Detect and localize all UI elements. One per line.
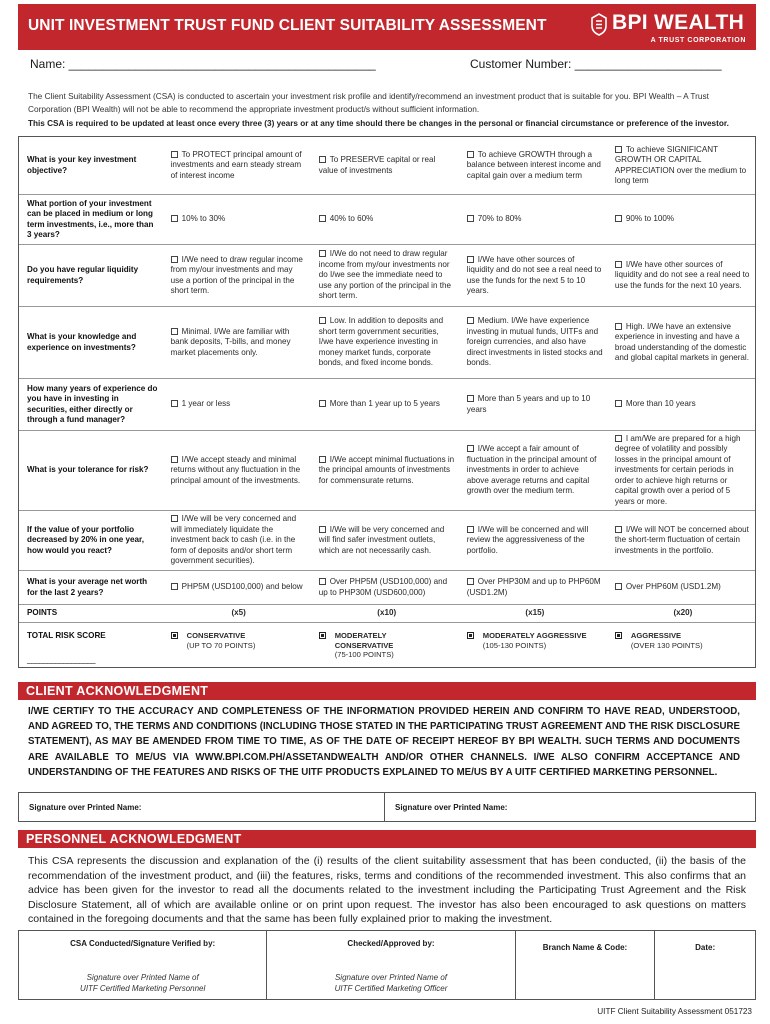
name-field[interactable]: Name: ______________________________________________	[30, 57, 376, 71]
checkbox[interactable]	[319, 526, 326, 533]
checkbox[interactable]	[171, 256, 178, 263]
question-label: If the value of your portfolio decreased by 20% in one year, how would you react?	[27, 524, 144, 555]
checkbox[interactable]	[319, 156, 326, 163]
csa-conducted-cell[interactable]: CSA Conducted/Signature Verified by: Signature over Printed Name of UITF Certified Marketing Personnel	[19, 931, 267, 999]
checkbox[interactable]	[171, 400, 178, 407]
option-cell[interactable]: I am/We are prepared for a high degree of volatility and possibly losses in the principal amount of investments for certain periods in order to achieve high returns or capital growth over a period of 5 years or more.	[614, 434, 741, 506]
bpi-wealth-logo	[580, 8, 750, 46]
option-cell[interactable]: To achieve GROWTH through a balance between interest income and capital gain over a medium term	[466, 149, 601, 180]
question-label: What is your average net worth for the last 2 years?	[27, 577, 148, 597]
checkbox[interactable]	[319, 632, 326, 639]
bpi-emblem-icon	[590, 12, 608, 36]
question-label: What portion of your investment can be placed in medium or long term investments, i.e., more than 3 years?	[27, 198, 154, 239]
question-row	[19, 379, 755, 431]
checkbox[interactable]	[467, 526, 474, 533]
personnel-ack-text: This CSA represents the discussion and explanation of the (i) results of the client suitability assessment that has been conducted, (ii) the basis of the recommendation of the investment product, and (iii) the features, risks, terms and conditions of the recommended investment. This also confirms that an advice has been given for the investor to read all the documents related to the investment including the Participating Trust Agreement and the Risk Disclosure Statement, all of which are available online or on print upon request. The investor has also been encouraged to ask questions on matters contained in the foregoing documents and that the same has been fully explained prior to making the investment.	[28, 855, 746, 926]
client-signature-box	[18, 792, 756, 822]
checkbox[interactable]	[319, 317, 326, 324]
option-cell[interactable]: I/We will be very concerned and will immediately liquidate the investment back to cash (i.e. in the form of deposits and/or short term government securities).	[170, 514, 297, 566]
checkbox[interactable]	[171, 456, 178, 463]
assessment-table	[18, 136, 756, 668]
option-cell[interactable]: I/We do not need to draw regular income from my/our investments nor do I/we see the immediate need to use any portion of the principal in the short term.	[318, 249, 451, 301]
signature-field[interactable]: Signature over Printed Name:	[395, 803, 508, 812]
client-ack-heading: CLIENT ACKNOWLEDGMENT	[18, 682, 756, 700]
form-title: UNIT INVESTMENT TRUST FUND CLIENT SUITABILITY ASSESSMENT	[28, 17, 547, 34]
option-cell[interactable]: More than 1 year up to 5 years	[311, 379, 459, 430]
option-cell[interactable]: I/We have other sources of liquidity and do not see a real need to use the funds for the next 10 years.	[614, 259, 750, 290]
option-cell[interactable]: 1 year or less	[163, 379, 311, 430]
checkbox[interactable]	[171, 151, 178, 158]
option-cell[interactable]: I/We will be very concerned and will find safer investment outlets, which are not necessarily cash.	[318, 524, 445, 555]
checkbox[interactable]	[467, 395, 474, 402]
question-label: Do you have regular liquidity requirements?	[27, 265, 139, 285]
checkbox[interactable]	[319, 215, 326, 222]
option-cell[interactable]: More than 10 years	[607, 379, 755, 430]
update-note: This CSA is required to be updated at least once every three (3) years or at any time should there be changes in the personal or financial circumstance or preference of the investor.	[28, 119, 729, 128]
checkbox[interactable]	[319, 578, 326, 585]
logo-subtitle: A TRUST CORPORATION	[650, 37, 746, 44]
customer-number-field[interactable]: Customer Number: ______________________	[470, 57, 722, 71]
points-multiplier: (x5)	[231, 608, 246, 618]
checkbox[interactable]	[171, 215, 178, 222]
question-row	[19, 571, 755, 605]
option-cell[interactable]: I/We will be concerned and will review the aggressiveness of the portfolio.	[466, 524, 589, 555]
option-cell[interactable]: 10% to 30%	[163, 195, 311, 244]
question-row	[19, 137, 755, 195]
option-cell[interactable]: Over PHP5M (USD100,000) and up to PHP30M (USD600,000)	[318, 577, 448, 597]
checkbox[interactable]	[615, 583, 622, 590]
option-cell[interactable]: I/We accept minimal fluctuations in the principal amounts of investments for commensurate returns.	[318, 454, 455, 485]
points-multiplier: (x15)	[525, 608, 545, 618]
total-score-label: TOTAL RISK SCORE _________________	[27, 631, 106, 665]
checkbox[interactable]	[467, 632, 474, 639]
checkbox[interactable]	[467, 215, 474, 222]
checkbox[interactable]	[467, 151, 474, 158]
checkbox[interactable]	[615, 323, 622, 330]
checkbox[interactable]	[615, 215, 622, 222]
option-cell[interactable]: I/We accept steady and minimal returns without any fluctuation in the principal amount of the investments.	[170, 454, 301, 485]
option-cell[interactable]: To achieve SIGNIFICANT GROWTH OR CAPITAL APPRECIATION over the medium to long term	[614, 144, 747, 185]
checkbox[interactable]	[467, 317, 474, 324]
checkbox[interactable]	[615, 435, 622, 442]
question-row	[19, 431, 755, 511]
option-cell[interactable]: I/We have other sources of liquidity and do not see a real need to use the funds for the next 5 to 10 years.	[466, 254, 602, 295]
question-row	[19, 307, 755, 379]
checkbox[interactable]	[171, 632, 178, 639]
points-row	[19, 605, 755, 623]
option-cell[interactable]: Over PHP30M and up to PHP60M (USD1.2M)	[466, 577, 601, 597]
profile-conservative[interactable]: CONSERVATIVE (UP TO 70 POINTS)	[163, 623, 311, 667]
branch-cell[interactable]: Branch Name & Code:	[516, 931, 656, 999]
question-label: What is your knowledge and experience on investments?	[27, 332, 137, 352]
checkbox[interactable]	[171, 515, 178, 522]
checkbox[interactable]	[319, 400, 326, 407]
total-score-field[interactable]: _________________	[27, 655, 96, 665]
option-cell[interactable]: To PRESERVE capital or real value of investments	[318, 155, 436, 175]
profile-moderately-aggressive[interactable]: MODERATELY AGGRESSIVE (105-130 POINTS)	[459, 623, 607, 667]
checkbox[interactable]	[319, 250, 326, 257]
form-code-footer: UITF Client Suitability Assessment 051723	[597, 1007, 752, 1016]
option-cell[interactable]: More than 5 years and up to 10 years	[466, 394, 591, 414]
checked-approved-cell[interactable]: Checked/Approved by: Signature over Printed Name of UITF Certified Marketing Officer	[267, 931, 515, 999]
checkbox[interactable]	[615, 261, 622, 268]
profile-aggressive[interactable]: AGGRESSIVE (OVER 130 POINTS)	[607, 623, 755, 667]
points-multiplier: (x20)	[673, 608, 693, 618]
option-cell[interactable]: PHP5M (USD100,000) and below	[163, 571, 311, 604]
option-cell[interactable]: To PROTECT principal amount of investments and earn steady stream of interest income	[170, 149, 302, 180]
option-cell[interactable]: High. I/We have an extensive experience in investing and have a broad understanding of the domestic and global capital markets in general.	[614, 321, 749, 362]
checkbox[interactable]	[319, 456, 326, 463]
client-ack-text: I/WE CERTIFY TO THE ACCURACY AND COMPLETENESS OF THE INFORMATION PROVIDED HEREIN AND CONFIRM TO HAVE READ, UNDERSTOOD, AND AGREED TO, THE TERMS AND CONDITIONS (INCLUDING THOSE STATED IN THE PARTICIPATING TRUST AGREEMENT AND THE RISK DISCLOSURE STATEMENT), AS MAY BE AMENDED FROM TIME TO TIME, AS OF THE DATE OF RECEIPT HEREOF BY BPI WEALTH. SUCH TERMS AND DOCUMENTS ARE AVAILABLE TO ME/US VIA WWW.BPI.COM.PH/ASSETANDWEALTH AND/OR OTHER CHANNELS. I/WE ALSO CONFIRM ACCEPTANCE AND UNDERSTANDING OF THE FEATURES AND RISKS OF THE UITF PRODUCTS EXPLAINED TO ME/US BY A UITF CERTIFIED MARKETING PERSONNEL.	[28, 706, 740, 778]
option-cell[interactable]: I/We accept a fair amount of fluctuation in the principal amount of investments in order to achieve above average returns and capital growth over the medium term.	[466, 444, 597, 496]
question-row	[19, 511, 755, 571]
option-cell[interactable]: Medium. I/We have experience investing in mutual funds, UITFs and foreign currencies, and also have direct investments in listed stocks and bonds.	[466, 316, 603, 368]
intro-paragraph: The Client Suitability Assessment (CSA) is conducted to ascertain your investment risk profile and identify/recommend an investment product that is suitable for you. BPI Wealth – A Trust Corporation (BPI Wealth) will not be able to recommend the appropriate investment product/s without sufficient information.	[28, 91, 709, 115]
question-row	[19, 195, 755, 245]
option-cell[interactable]: Low. In addition to deposits and short term government securities, I/we have experience investing in money market funds, corporate bonds, and fixed income bonds.	[318, 316, 444, 368]
verification-table	[18, 930, 756, 1000]
checkbox[interactable]	[615, 526, 622, 533]
option-cell[interactable]: I/We need to draw regular income from my/our investments and may use a portion of the principal in the short term.	[170, 254, 303, 295]
option-cell[interactable]: I/We will NOT be concerned about the short-term fluctuation of certain investments in the portfolio.	[614, 524, 749, 555]
checkbox[interactable]	[615, 400, 622, 407]
points-label: POINTS	[27, 608, 58, 618]
checkbox[interactable]	[171, 328, 178, 335]
checkbox[interactable]	[467, 578, 474, 585]
profile-moderately-conservative[interactable]: MODERATELY CONSERVATIVE (75-100 POINTS)	[311, 623, 459, 667]
signature-field[interactable]: Signature over Printed Name:	[19, 793, 385, 821]
logo-text: BPI WEALTH	[612, 11, 745, 34]
points-multiplier: (x10)	[377, 608, 397, 618]
personnel-ack-heading: PERSONNEL ACKNOWLEDGMENT	[18, 830, 756, 848]
header-bar	[18, 4, 756, 50]
checkbox[interactable]	[171, 583, 178, 590]
option-cell[interactable]: Over PHP60M (USD1.2M)	[607, 571, 755, 604]
question-row	[19, 245, 755, 307]
option-cell[interactable]: 70% to 80%	[459, 195, 607, 244]
question-label: What is your key investment objective?	[27, 155, 137, 175]
checkbox[interactable]	[467, 256, 474, 263]
date-cell[interactable]: Date:	[695, 943, 716, 952]
option-cell[interactable]: 40% to 60%	[311, 195, 459, 244]
question-label: What is your tolerance for risk?	[27, 465, 149, 475]
total-score-row	[19, 623, 755, 667]
checkbox[interactable]	[615, 146, 622, 153]
question-label: How many years of experience do you have in investing in securities, either directly or through a fund manager?	[27, 383, 158, 424]
checkbox[interactable]	[615, 632, 622, 639]
checkbox[interactable]	[467, 445, 474, 452]
option-cell[interactable]: 90% to 100%	[607, 195, 755, 244]
option-cell[interactable]: Minimal. I/We are familiar with bank deposits, T-bills, and money market placements only.	[170, 326, 291, 357]
